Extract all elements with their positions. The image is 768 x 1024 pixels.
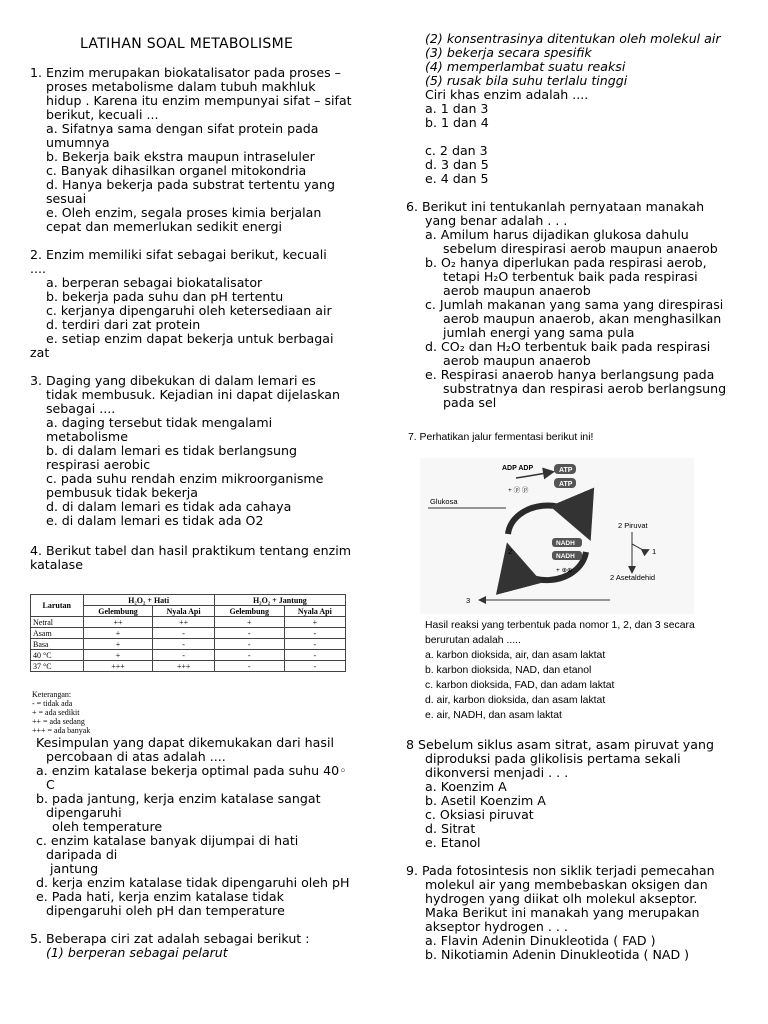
question-text-line: c. Jumlah makanan yang sama yang direspirasi bbox=[425, 297, 724, 312]
number-3-label: 3 bbox=[466, 596, 471, 605]
question-text-line: percobaan di atas adalah .... bbox=[46, 749, 226, 764]
question-text-line: hidup . Karena itu enzim mempunyai sifat – sifat bbox=[46, 93, 352, 108]
question-text-line: a. Flavin Adenin Dinukleotida ( FAD ) bbox=[425, 933, 656, 948]
table-legend-item: + = ada sedikit bbox=[32, 708, 80, 717]
number-1-label: 1 bbox=[652, 547, 657, 556]
number-2-label: 2 bbox=[508, 547, 513, 556]
table-row bbox=[31, 617, 346, 628]
table-cell: - bbox=[284, 639, 345, 650]
question-text-line: akseptor hydrogen . . . bbox=[425, 919, 568, 934]
question-text-line: a. 1 dan 3 bbox=[425, 101, 489, 116]
question-text-line: oleh temperature bbox=[52, 819, 163, 834]
question-text-line: a. Sifatnya sama dengan sifat protein pada bbox=[46, 121, 319, 136]
question-text-line: d. kerja enzim katalase tidak dipengaruhi oleh pH bbox=[36, 875, 350, 890]
question-text-line: (1) berperan sebagai pelarut bbox=[46, 945, 228, 960]
nadh-label: NADH bbox=[556, 540, 575, 547]
table-cell: +++ bbox=[153, 661, 214, 672]
table-header-row bbox=[31, 595, 346, 606]
question-text-line: e. 4 dan 5 bbox=[425, 171, 489, 186]
question-text-line: a. Koenzim A bbox=[425, 779, 507, 794]
subheader-cell: Nyala Api bbox=[153, 606, 214, 617]
table-cell: - bbox=[153, 650, 214, 661]
question-text-line: substratnya dan respirasi aerob berlangsung bbox=[443, 381, 727, 396]
question-text-line: 9. Pada fotosintesis non siklik terjadi pemecahan bbox=[406, 863, 715, 878]
question-text-line: 2. Enzim memiliki sifat sebagai berikut, kecuali bbox=[30, 247, 327, 262]
table-row bbox=[31, 661, 346, 672]
question-text-line: a. Amilum harus dijadikan glukosa dahulu bbox=[425, 227, 689, 242]
question-text-line: jantung bbox=[50, 861, 99, 876]
question-text-line: (4) memperlambat suatu reaksi bbox=[425, 59, 626, 74]
subheader-cell: Gelembung bbox=[83, 606, 153, 617]
atp-label: ATP bbox=[559, 467, 573, 474]
nadh-label: NADH bbox=[556, 553, 575, 560]
question-text-line: d. terdiri dari zat protein bbox=[46, 317, 201, 332]
table-row bbox=[31, 628, 346, 639]
question-text-line: jumlah energi yang sama pula bbox=[443, 325, 635, 340]
question-text-line: d. air, karbon dioksida, dan asam laktat bbox=[425, 695, 606, 706]
question-text-line: Maka Berikut ini manakah yang merupakan bbox=[425, 905, 700, 920]
table-cell: + bbox=[83, 639, 153, 650]
question-text-line: umumnya bbox=[46, 135, 110, 150]
nad-label: + ⊕⊕ bbox=[556, 567, 573, 574]
table-cell: Basa bbox=[31, 639, 84, 650]
question-text-line: molekul air yang membebaskan oksigen dan bbox=[425, 877, 708, 892]
question-text-line: dipengaruhi oleh pH dan temperature bbox=[46, 903, 285, 918]
adp-label: ADP ADP bbox=[502, 465, 534, 472]
table-row bbox=[31, 639, 346, 650]
question-text-line: b. di dalam lemari es tidak berlangsung bbox=[46, 443, 297, 458]
question-text-line: e. Oleh enzim, segala proses kimia berjalan bbox=[46, 205, 322, 220]
question-text-line: katalase bbox=[30, 557, 83, 572]
question-text-line: 1. Enzim merupakan biokatalisator pada proses – bbox=[30, 65, 341, 80]
question-text-line: b. Asetil Koenzim A bbox=[425, 793, 546, 808]
table-row bbox=[31, 650, 346, 661]
table-cell: - bbox=[214, 639, 284, 650]
question-text-line: zat bbox=[30, 345, 50, 360]
question-text-line: d. 3 dan 5 bbox=[425, 157, 489, 172]
question-text-line: 5. Beberapa ciri zat adalah sebagai berikut : bbox=[30, 931, 310, 946]
table-cell: Asam bbox=[31, 628, 84, 639]
phosphate-label: + ⓟ ⓟ bbox=[508, 487, 529, 494]
question-text-line: sebagai .... bbox=[46, 401, 116, 416]
question-text-line: a. enzim katalase bekerja optimal pada suhu 40◦ bbox=[36, 763, 347, 778]
question-text-line: e. setiap enzim dapat bekerja untuk berbagai bbox=[46, 331, 334, 346]
table-cell: ++ bbox=[153, 617, 214, 628]
question-text-line: c. Oksiasi piruvat bbox=[425, 807, 534, 822]
question-text-line: cepat dan memerlukan sedikit energi bbox=[46, 219, 282, 234]
table-cell: - bbox=[214, 661, 284, 672]
question-text-line: e. Respirasi anaerob hanya berlangsung pada bbox=[425, 367, 715, 382]
question-text-line: b. O₂ hanya diperlukan pada respirasi aerob, bbox=[425, 255, 707, 270]
header-larutan: Larutan bbox=[31, 595, 84, 617]
question-text-line: aerob maupun anaerob, akan menghasilkan bbox=[443, 311, 722, 326]
question-text-line: d. di dalam lemari es tidak ada cahaya bbox=[46, 499, 292, 514]
question-text-line: (3) bekerja secara spesifik bbox=[425, 45, 592, 60]
asetaldehid-label: 2 Asetaldehid bbox=[610, 573, 656, 582]
question-text-line: c. enzim katalase banyak dijumpai di hati bbox=[36, 833, 299, 848]
table-cell: - bbox=[214, 628, 284, 639]
question-text-line: b. bekerja pada suhu dan pH tertentu bbox=[46, 289, 284, 304]
question-text-line: d. CO₂ dan H₂O terbentuk baik pada respirasi bbox=[425, 339, 711, 354]
question-text-line: e. air, NADH, dan asam laktat bbox=[425, 710, 562, 721]
question-text-line: Ciri khas enzim adalah .... bbox=[425, 87, 589, 102]
question-text-line: 3. Daging yang dibekukan di dalam lemari es bbox=[30, 373, 316, 388]
question-text-line: 8 Sebelum siklus asam sitrat, asam piruvat yang bbox=[406, 737, 714, 752]
piruvat-label: 2 Piruvat bbox=[618, 521, 648, 530]
table-cell: - bbox=[284, 628, 345, 639]
table-legend-item: ++ = ada sedang bbox=[32, 717, 85, 726]
question-text-line: C bbox=[46, 777, 55, 792]
question-text-line: pembusuk tidak bekerja bbox=[46, 485, 198, 500]
question-text-line: d. Hanya bekerja pada substrat tertentu yang bbox=[46, 177, 335, 192]
question-text-line: b. Nikotiamin Adenin Dinukleotida ( NAD ) bbox=[425, 947, 690, 962]
question-text-line: e. Etanol bbox=[425, 835, 481, 850]
table-cell: - bbox=[214, 650, 284, 661]
question-text-line: a. karbon dioksida, air, dan asam laktat bbox=[425, 650, 606, 661]
question-text-line: Kesimpulan yang dapat dikemukakan dari hasil bbox=[36, 735, 334, 750]
question-text-line: berikut, kecuali ... bbox=[46, 107, 159, 122]
question-text-line: yang benar adalah . . . bbox=[425, 213, 568, 228]
table-cell: 40 °C bbox=[31, 650, 84, 661]
question-text-line: c. kerjanya dipengaruhi oleh ketersediaan air bbox=[46, 303, 332, 318]
question-text-line: b. Bekerja baik ekstra maupun intraseluler bbox=[46, 149, 315, 164]
glukosa-label: Glukosa bbox=[430, 497, 458, 506]
table-cell: Netral bbox=[31, 617, 84, 628]
question-text-line: c. karbon dioksida, FAD, dan adam laktat bbox=[425, 680, 615, 691]
question-text-line: pada sel bbox=[443, 395, 497, 410]
question-text-line: a. daging tersebut tidak mengalami bbox=[46, 415, 273, 430]
fermentation-diagram bbox=[420, 458, 694, 614]
question-text-line: a. berperan sebagai biokatalisator bbox=[46, 275, 263, 290]
question-text-line: tetapi H₂O terbentuk baik pada respirasi bbox=[443, 269, 698, 284]
header-hati: H₂O₂ + Hati bbox=[83, 595, 214, 606]
question-text-line: hydrogen yang diikat olh molekul akseptor. bbox=[425, 891, 698, 906]
table-cell: + bbox=[284, 617, 345, 628]
question-text-line: aerob maupun anaerob bbox=[443, 353, 591, 368]
table-cell: +++ bbox=[83, 661, 153, 672]
subheader-cell: Gelembung bbox=[214, 606, 284, 617]
question-text-line: c. pada suhu rendah enzim mikroorganisme bbox=[46, 471, 324, 486]
atp-label: ATP bbox=[559, 481, 573, 488]
question-text-line: c. 2 dan 3 bbox=[425, 143, 488, 158]
question-text-line: 4. Berikut tabel dan hasil praktikum tentang enzim bbox=[30, 543, 351, 558]
question-text-line: daripada di bbox=[46, 847, 118, 862]
page-title: LATIHAN SOAL METABOLISME bbox=[80, 36, 294, 52]
question-text-line: aerob maupun anaerob bbox=[443, 283, 591, 298]
question-text-line: e. Pada hati, kerja enzim katalase tidak bbox=[36, 889, 284, 904]
table-legend-title: Keterangan: bbox=[32, 690, 72, 699]
question-text-line: metabolisme bbox=[46, 429, 128, 444]
question-text-line: sebelum direspirasi aerob maupun anaerob bbox=[443, 241, 718, 256]
question-text-line: dipengaruhi bbox=[46, 805, 122, 820]
table-legend-item: - = tidak ada bbox=[32, 699, 73, 708]
question-text-line: tidak membusuk. Kejadian ini dapat dijelaskan bbox=[46, 387, 340, 402]
question-text-line: b. karbon dioksida, NAD, dan etanol bbox=[425, 665, 592, 676]
question-text-line: berurutan adalah ..... bbox=[425, 635, 521, 646]
question-text-line: (2) konsentrasinya ditentukan oleh molekul air bbox=[425, 31, 721, 46]
table-cell: - bbox=[284, 661, 345, 672]
table-cell: ++ bbox=[83, 617, 153, 628]
katalase-table bbox=[30, 594, 346, 672]
table-legend-item: +++ = ada banyak bbox=[32, 726, 91, 735]
question-text-line: b. 1 dan 4 bbox=[425, 115, 489, 130]
question-text-line: Hasil reaksi yang terbentuk pada nomor 1, 2, dan 3 secara bbox=[425, 620, 695, 631]
question-text-line: sesuai bbox=[46, 191, 87, 206]
question-text-line: 7. Perhatikan jalur fermentasi berikut ini! bbox=[408, 432, 594, 443]
table-cell: 37 °C bbox=[31, 661, 84, 672]
table-cell: - bbox=[284, 650, 345, 661]
table-cell: + bbox=[83, 628, 153, 639]
question-text-line: .... bbox=[30, 261, 47, 276]
question-text-line: dikonversi menjadi . . . bbox=[425, 765, 569, 780]
question-text-line: d. Sitrat bbox=[425, 821, 476, 836]
question-text-line: (5) rusak bila suhu terlalu tinggi bbox=[425, 73, 628, 88]
table-cell: - bbox=[153, 639, 214, 650]
table-cell: + bbox=[83, 650, 153, 661]
table-cell: + bbox=[214, 617, 284, 628]
question-text-line: respirasi aerobic bbox=[46, 457, 151, 472]
question-text-line: diproduksi pada glikolisis pertama sekali bbox=[425, 751, 681, 766]
question-text-line: proses metabolisme dalam tubuh makhluk bbox=[46, 79, 316, 94]
question-text-line: b. pada jantung, kerja enzim katalase sangat bbox=[36, 791, 321, 806]
question-text-line: e. di dalam lemari es tidak ada O2 bbox=[46, 513, 264, 528]
question-text-line: c. Banyak dihasilkan organel mitokondria bbox=[46, 163, 307, 178]
table-cell: - bbox=[153, 628, 214, 639]
question-text-line: 6. Berikut ini tentukanlah pernyataan manakah bbox=[406, 199, 705, 214]
header-jantung: H₂O₂ + Jantung bbox=[214, 595, 345, 606]
subheader-cell: Nyala Api bbox=[284, 606, 345, 617]
